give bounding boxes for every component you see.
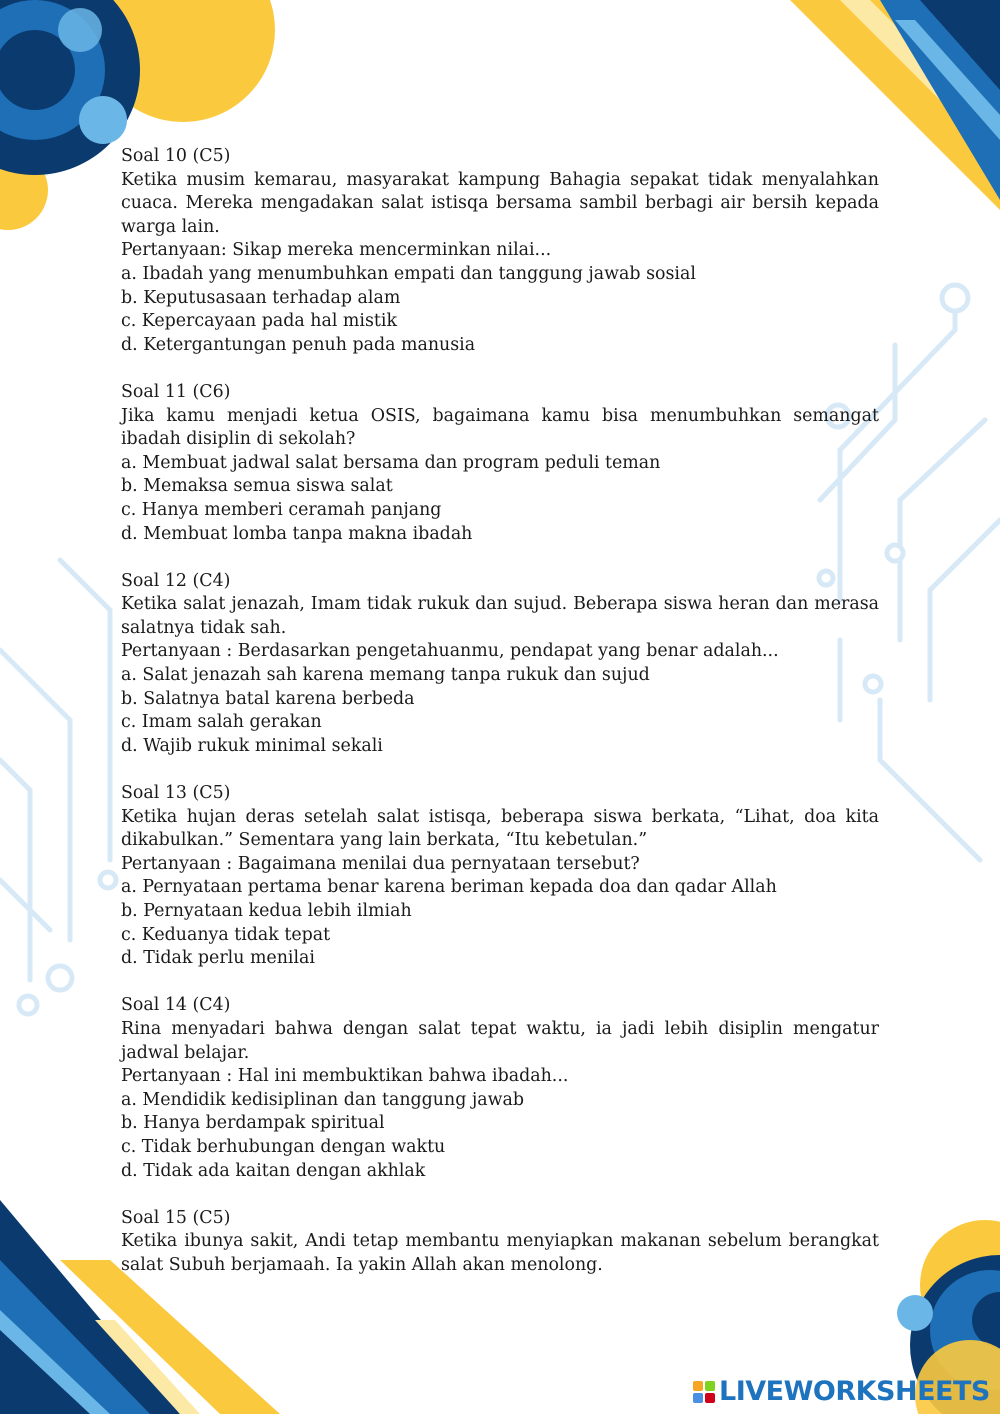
liveworksheets-wordmark: LIVEWORKSHEETS <box>719 1376 990 1407</box>
answer-option: c. Tidak berhubungan dengan waktu <box>121 1136 446 1157</box>
question-block <box>121 782 879 971</box>
question-title: Soal 15 (C5) <box>121 1207 231 1228</box>
answer-option: b. Memaksa semua siswa salat <box>121 476 393 497</box>
answer-option: d. Tidak ada kaitan dengan akhlak <box>121 1160 426 1181</box>
answer-option: c. Imam salah gerakan <box>121 712 322 733</box>
question-prompt: Pertanyaan : Berdasarkan pengetahuanmu, pendapat yang benar adalah... <box>121 641 779 662</box>
question-text: Rina menyadari bahwa dengan salat tepat waktu, ia jadi lebih disiplin mengatur jadwal belajar. <box>121 1018 879 1063</box>
answer-option: c. Keduanya tidak tepat <box>121 924 331 945</box>
question-block <box>121 994 879 1183</box>
answer-option: b. Keputusasaan terhadap alam <box>121 287 401 308</box>
answer-option: a. Pernyataan pertama benar karena beriman kepada doa dan qadar Allah <box>121 877 777 898</box>
liveworksheets-logo <box>693 1376 990 1407</box>
question-block <box>121 570 879 759</box>
question-prompt: Pertanyaan : Hal ini membuktikan bahwa ibadah... <box>121 1066 569 1087</box>
answer-option: d. Membuat lomba tanpa makna ibadah <box>121 523 473 544</box>
question-block <box>121 381 879 546</box>
question-title: Soal 14 (C4) <box>121 995 231 1016</box>
logo-square-1 <box>693 1381 703 1391</box>
answer-option: c. Kepercayaan pada hal mistik <box>121 311 397 332</box>
answer-option: b. Pernyataan kedua lebih ilmiah <box>121 901 412 921</box>
question-text: Ketika hujan deras setelah salat istisqa, beberapa siswa berkata, “Lihat, doa kita dikabulkan.” Sementara yang lain berkata, “Itu kebetulan.” <box>121 806 879 851</box>
question-block <box>121 1207 879 1278</box>
question-prompt: Pertanyaan : Bagaimana menilai dua pernyataan tersebut? <box>121 853 640 874</box>
question-title: Soal 11 (C6) <box>121 381 231 402</box>
question-text: Jika kamu menjadi ketua OSIS, bagaimana kamu bisa menumbuhkan semangat ibadah disiplin di sekolah? <box>121 405 879 450</box>
question-prompt: Pertanyaan: Sikap mereka mencerminkan nilai... <box>121 240 552 261</box>
answer-option: d. Tidak perlu menilai <box>121 948 315 969</box>
answer-option: d. Wajib rukuk minimal sekali <box>121 735 383 756</box>
logo-square-4 <box>705 1393 715 1403</box>
question-text: Ketika salat jenazah, Imam tidak rukuk dan sujud. Beberapa siswa heran dan merasa salatnya tidak sah. <box>121 594 879 638</box>
answer-option: b. Hanya berdampak spiritual <box>121 1113 385 1134</box>
question-title: Soal 13 (C5) <box>121 783 231 804</box>
logo-square-3 <box>693 1393 703 1403</box>
question-text: Ketika musim kemarau, masyarakat kampung Bahagia sepakat tidak menyalahkan cuaca. Mereka mengadakan salat istisqa bersama sambil berbagi air bersih kepada warga lain. <box>121 169 879 237</box>
answer-option: a. Ibadah yang menumbuhkan empati dan tanggung jawab sosial <box>121 263 696 284</box>
logo-square-2 <box>705 1381 715 1391</box>
question-block <box>121 145 879 357</box>
answer-option: a. Salat jenazah sah karena memang tanpa rukuk dan sujud <box>121 665 650 686</box>
answer-option: d. Ketergantungan penuh pada manusia <box>121 334 476 355</box>
question-title: Soal 12 (C4) <box>121 570 231 591</box>
liveworksheets-mark-icon <box>693 1381 715 1403</box>
answer-option: b. Salatnya batal karena berbeda <box>121 688 415 709</box>
worksheet-content <box>121 145 879 1301</box>
answer-option: a. Membuat jadwal salat bersama dan program peduli teman <box>121 452 661 473</box>
question-text: Ketika ibunya sakit, Andi tetap membantu menyiapkan makanan sebelum berangkat salat Subuh berjamaah. Ia yakin Allah akan menolong. <box>121 1231 879 1275</box>
circuit-lines-left <box>0 560 110 980</box>
question-title: Soal 10 (C5) <box>121 146 231 166</box>
answer-option: a. Mendidik kedisiplinan dan tanggung jawab <box>121 1089 524 1110</box>
answer-option: c. Hanya memberi ceramah panjang <box>121 499 442 520</box>
